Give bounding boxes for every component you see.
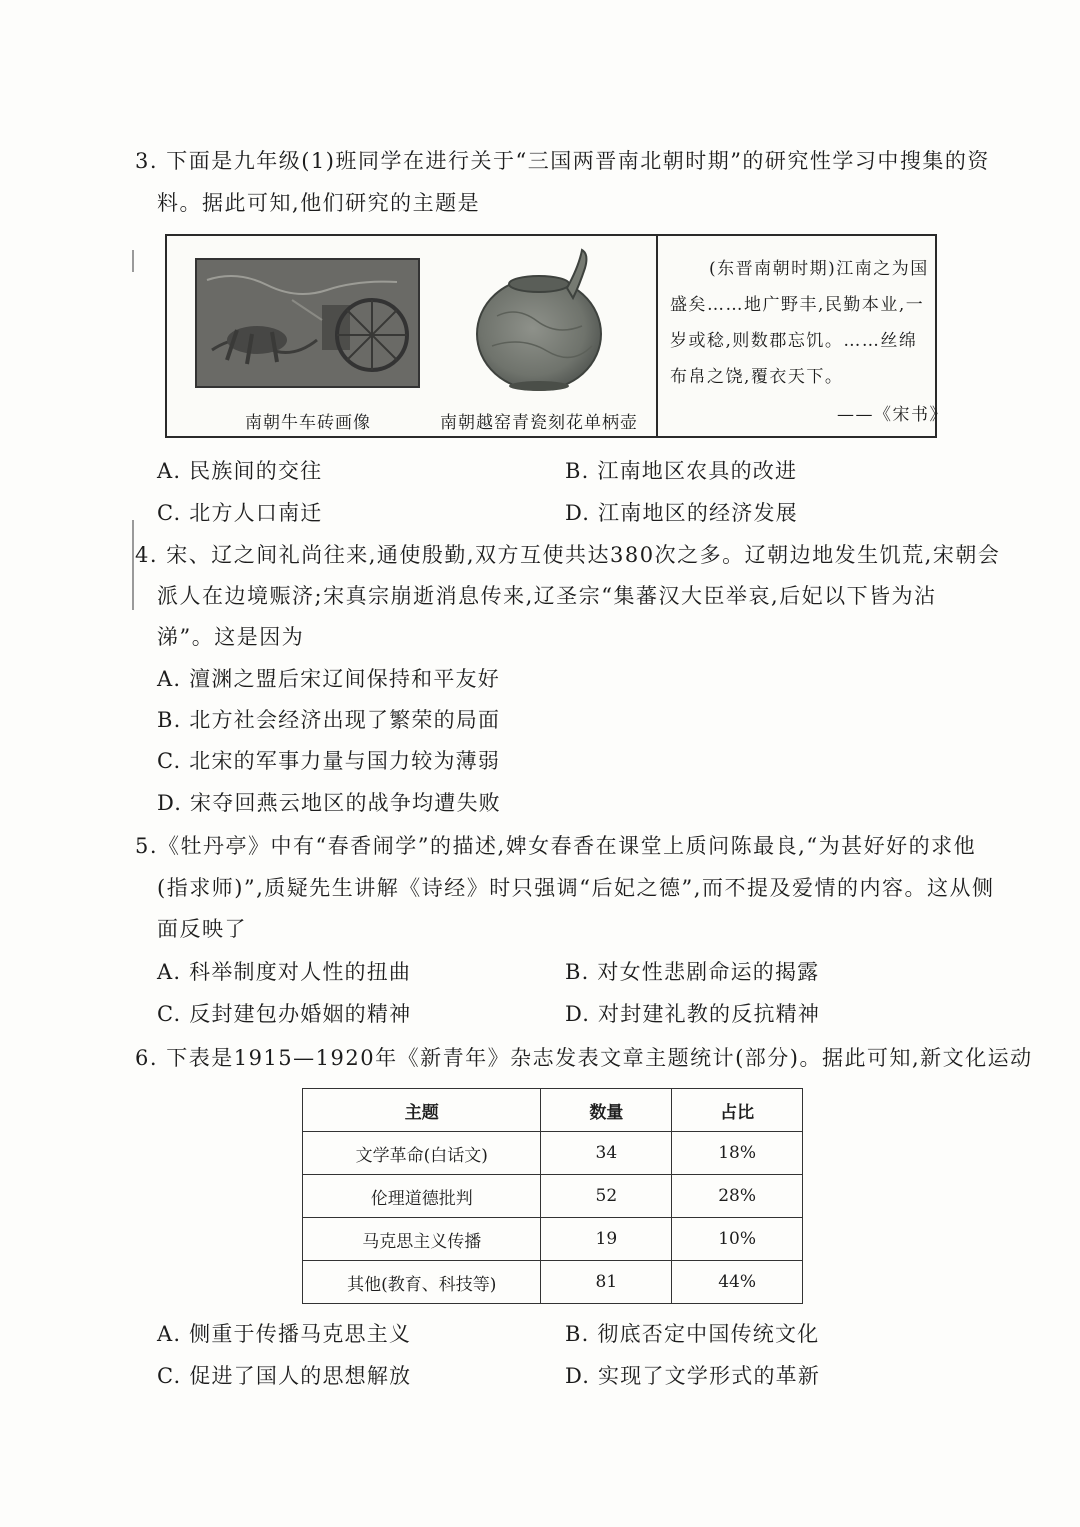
table-cell: 10% xyxy=(672,1218,803,1261)
q5-line2: (指求师)”,质疑先生讲解《诗经》时只强调“后妃之德”,而不提及爱情的内容。这从侧 xyxy=(157,876,995,900)
table-header-cell: 主题 xyxy=(303,1089,541,1132)
q4-option-b: B. 北方社会经济出现了繁荣的局面 xyxy=(157,708,501,732)
table-row xyxy=(303,1218,803,1261)
q3-option-b: B. 江南地区农具的改进 xyxy=(565,459,798,483)
table-cell: 28% xyxy=(672,1175,803,1218)
table-cell: 81 xyxy=(541,1261,672,1304)
q4-option-c: C. 北宋的军事力量与国力较为薄弱 xyxy=(157,749,501,773)
ox-cart-brick-relief-image xyxy=(195,258,420,388)
figure-divider xyxy=(656,236,658,436)
article-topic-table xyxy=(302,1088,803,1304)
celadon-pot-image xyxy=(467,246,617,396)
quote-line-1: (东晋南朝时期)江南之为国 xyxy=(709,259,929,279)
q3-option-c: C. 北方人口南迁 xyxy=(157,501,323,525)
table-cell: 52 xyxy=(541,1175,672,1218)
table-header-cell: 数量 xyxy=(541,1089,672,1132)
q5-line3: 面反映了 xyxy=(157,917,247,941)
q3-option-d: D. 江南地区的经济发展 xyxy=(565,501,798,525)
q4-option-d: D. 宋夺回燕云地区的战争均遭失败 xyxy=(157,791,501,815)
q6-line1: 6. 下表是1915—1920年《新青年》杂志发表文章主题统计(部分)。据此可知,新文化运动 xyxy=(135,1046,1033,1070)
q6-option-b: B. 彻底否定中国传统文化 xyxy=(565,1322,820,1346)
q6-option-a: A. 侧重于传播马克思主义 xyxy=(157,1322,412,1346)
table-header-cell: 占比 xyxy=(672,1089,803,1132)
table-cell: 19 xyxy=(541,1218,672,1261)
table-cell: 34 xyxy=(541,1132,672,1175)
quote-source: ——《宋书》 xyxy=(837,405,948,425)
q5-option-b: B. 对女性悲剧命运的揭露 xyxy=(565,960,820,984)
q3-line2: 料。据此可知,他们研究的主题是 xyxy=(157,191,481,215)
q6-option-d: D. 实现了文学形式的革新 xyxy=(565,1364,821,1388)
scan-mark xyxy=(132,520,134,610)
quote-line-2: 盛矣……地广野丰,民勤本业,一 xyxy=(670,295,925,315)
scan-mark xyxy=(132,250,134,272)
q3-figure xyxy=(165,234,948,438)
table-cell: 马克思主义传播 xyxy=(303,1218,541,1261)
q4-line2: 派人在边境赈济;宋真宗崩逝消息传来,辽圣宗“集蕃汉大臣举哀,后妃以下皆为沾 xyxy=(157,584,937,608)
q5-option-c: C. 反封建包办婚姻的精神 xyxy=(157,1002,412,1026)
q5-line1: 5.《牡丹亭》中有“春香闹学”的描述,婢女春香在课堂上质问陈最良,“为甚好好的求他 xyxy=(135,834,977,858)
q4-option-a: A. 澶渊之盟后宋辽间保持和平友好 xyxy=(157,667,500,691)
table-cell: 文学革命(白话文) xyxy=(303,1132,541,1175)
q5-option-d: D. 对封建礼教的反抗精神 xyxy=(565,1002,821,1026)
table-row xyxy=(303,1175,803,1218)
table-cell: 44% xyxy=(672,1261,803,1304)
q4-line1: 4. 宋、辽之间礼尚往来,通使殷勤,双方互使共达380次之多。辽朝边地发生饥荒,宋朝会 xyxy=(135,543,1001,567)
table-header-row xyxy=(303,1089,803,1132)
q5-option-a: A. 科举制度对人性的扭曲 xyxy=(157,960,412,984)
q4-line3: 涕”。这是因为 xyxy=(157,625,305,649)
q3-line1: 3. 下面是九年级(1)班同学在进行关于“三国两晋南北朝时期”的研究性学习中搜集的资 xyxy=(135,149,990,173)
table-cell: 18% xyxy=(672,1132,803,1175)
quote-line-3: 岁或稔,则数郡忘饥。……丝绵 xyxy=(670,331,918,351)
q3-option-a: A. 民族间的交往 xyxy=(157,459,323,483)
table-cell: 其他(教育、科技等) xyxy=(303,1261,541,1304)
quote-line-4: 布帛之饶,覆衣天下。 xyxy=(670,367,844,387)
table-row xyxy=(303,1261,803,1304)
table-row xyxy=(303,1132,803,1175)
q6-option-c: C. 促进了国人的思想解放 xyxy=(157,1364,412,1388)
table-cell: 伦理道德批判 xyxy=(303,1175,541,1218)
caption-celadon-pot: 南朝越窑青瓷刻花单柄壶 xyxy=(440,413,638,433)
caption-ox-cart: 南朝牛车砖画像 xyxy=(245,413,371,433)
